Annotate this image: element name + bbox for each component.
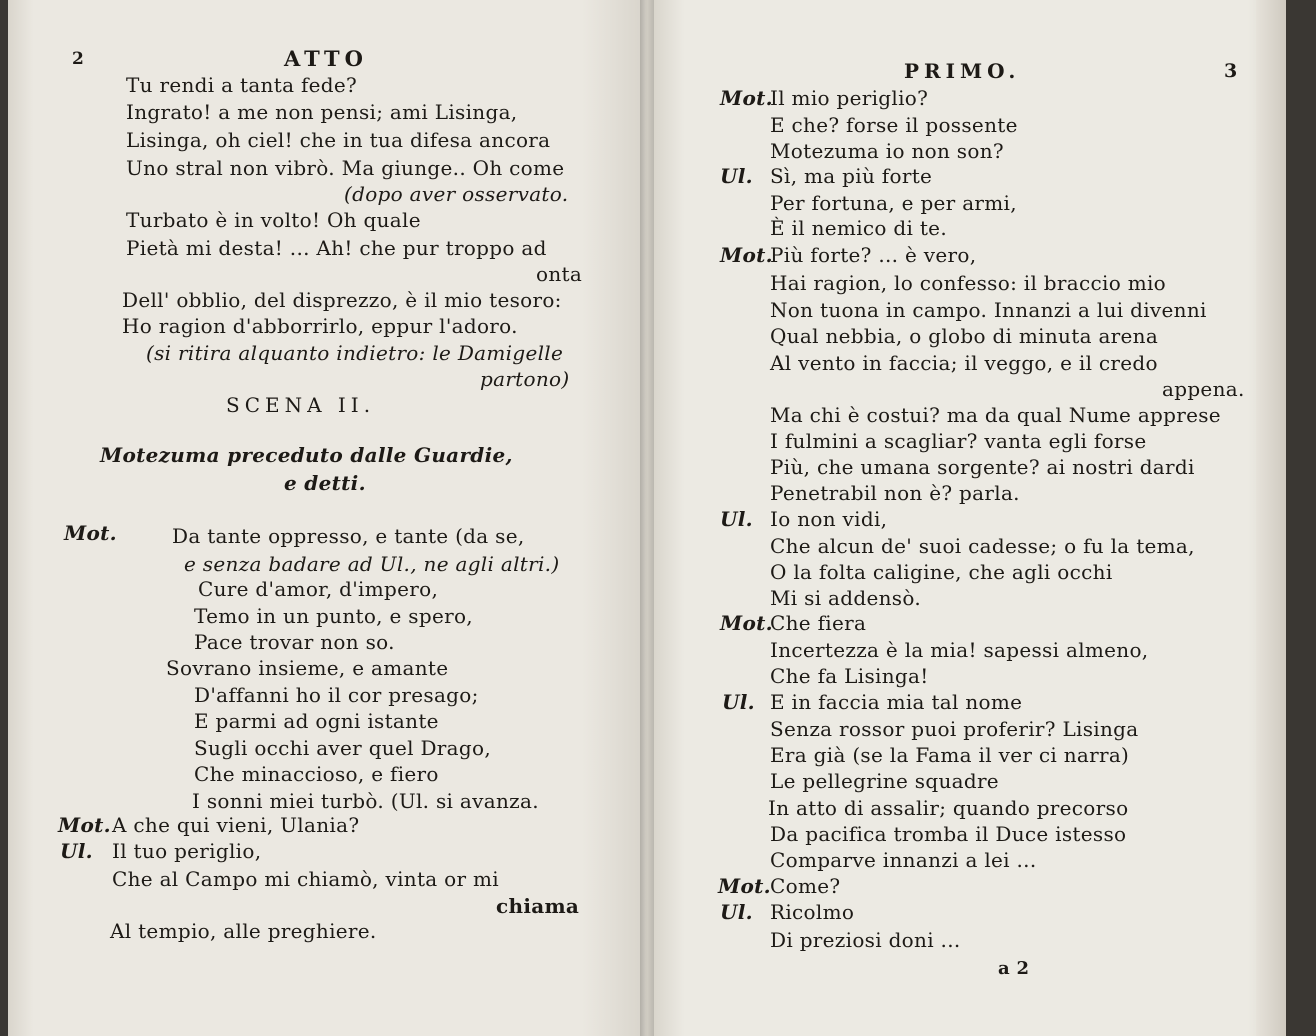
text-line: Dell' obblio, del disprezzo, è il mio tesoro: [122,288,562,312]
dialogue-line: Penetrabil non è? parla. [770,481,1020,505]
dialogue-line: Era già (se la Fama il ver ci narra) [770,743,1130,767]
dialogue-line: Hai ragion, lo confesso: il braccio mio [770,271,1166,295]
running-head: PRIMO. [904,59,1021,83]
speaker-label: Mot. [720,86,773,110]
text-line: Ho ragion d'abborrirlo, eppur l'adoro. [122,314,518,338]
stage-direction: Motezuma preceduto dalle Guardie, [100,443,513,467]
dialogue-line: Al vento in faccia; il veggo, e il credo [770,351,1158,375]
stage-direction: e senza badare ad Ul., ne agli altri.) [184,552,560,576]
dialogue-line: Più forte? ... è vero, [770,243,977,267]
dialogue-line: Sovrano insieme, e amante [166,656,449,680]
dialogue-line: È il nemico di te. [770,216,947,240]
dialogue-line: Temo in un punto, e spero, [194,604,473,628]
dialogue-line: E in faccia mia tal nome [770,690,1023,714]
dialogue-line: E parmi ad ogni istante [194,709,439,733]
running-head: ATTO [284,46,368,71]
page-number: 2 [72,49,85,69]
dialogue-line: E che? forse il possente [770,113,1018,137]
dialogue-line: Che al Campo mi chiamò, vinta or mi [112,867,500,891]
dialogue-line: Da tante oppresso, e tante (da se, [172,524,525,548]
book-gutter [640,0,654,1036]
text-line: Uno stral non vibrò. Ma giunge.. Oh come [126,156,565,180]
text-line: Lisinga, oh ciel! che in tua difesa ancora [126,128,551,152]
dialogue-line: Mi si addensò. [770,586,922,610]
stage-direction: partono) [480,367,570,391]
stage-direction: e detti. [284,471,366,495]
dialogue-line: chiama [496,894,580,918]
dialogue-line: appena. [1162,377,1245,401]
dialogue-line: Sugli occhi aver quel Drago, [194,736,491,760]
speaker-label: Ul. [720,164,753,188]
speaker-label: Mot. [64,521,117,545]
dialogue-line: Comparve innanzi a lei ... [770,848,1037,872]
dialogue-line: Pace trovar non so. [194,630,395,654]
dialogue-line: Ricolmo [770,900,855,924]
dialogue-line: Più, che umana sorgente? ai nostri dardi [770,455,1195,479]
signature-mark: a 2 [998,958,1030,979]
dialogue-line: A che qui vieni, Ulania? [112,813,360,837]
dialogue-line: Senza rossor puoi proferir? Lisinga [770,717,1139,741]
dialogue-line: Incertezza è la mia! sapessi almeno, [770,638,1149,662]
dialogue-line: Motezuma io non son? [770,139,1004,163]
dialogue-line: Che fiera [770,611,867,635]
dialogue-line: I fulmini a scagliar? vanta egli forse [770,429,1147,453]
right-page [646,0,1286,1036]
text-line: Tu rendi a tanta fede? [126,73,358,97]
dialogue-line: Che minaccioso, e fiero [194,762,439,786]
speaker-label: Ul. [720,507,753,531]
dialogue-line: Io non vidi, [770,507,888,531]
speaker-label: Mot. [720,243,773,267]
dialogue-line: Ma chi è costui? ma da qual Nume apprese [770,403,1221,427]
speaker-label: Ul. [720,900,753,924]
dialogue-line: O la folta caligine, che agli occhi [770,560,1113,584]
dialogue-line: Che fa Lisinga! [770,664,929,688]
dialogue-line: Al tempio, alle preghiere. [110,919,377,943]
page-edge [1256,0,1286,1036]
stage-direction: (dopo aver osservato. [344,182,569,206]
dialogue-line: Il mio periglio? [770,86,929,110]
dialogue-line: D'affanni ho il cor presago; [194,683,479,707]
text-line: onta [536,262,583,286]
dialogue-line: I sonni miei turbò. (Ul. si avanza. [192,789,539,813]
dialogue-line: Da pacifica tromba il Duce istesso [770,822,1127,846]
speaker-label: Mot. [720,611,773,635]
dialogue-line: Come? [770,874,841,898]
speaker-label: Ul. [722,690,755,714]
text-line: Turbato è in volto! Oh quale [126,208,421,232]
dialogue-line: Per fortuna, e per armi, [770,191,1017,215]
dialogue-line: Che alcun de' suoi cadesse; o fu la tema, [770,534,1195,558]
page-number: 3 [1224,60,1238,82]
text-line: Ingrato! a me non pensi; ami Lisinga, [126,100,518,124]
dialogue-line: Qual nebbia, o globo di minuta arena [770,324,1159,348]
dialogue-line: Le pellegrine squadre [770,769,999,793]
dialogue-line: Di preziosi doni ... [770,928,961,952]
speaker-label: Mot. [58,813,111,837]
dialogue-line: In atto di assalir; quando precorso [768,796,1129,820]
speaker-label: Mot. [718,874,771,898]
text-line: Pietà mi desta! ... Ah! che pur troppo ad [126,236,547,260]
dialogue-line: Il tuo periglio, [112,839,262,863]
stage-direction: (si ritira alquanto indietro: le Damigelle [146,341,564,365]
dialogue-line: Non tuona in campo. Innanzi a lui divenni [770,298,1207,322]
dialogue-line: Cure d'amor, d'impero, [198,577,439,601]
speaker-label: Ul. [60,839,93,863]
dialogue-line: Sì, ma più forte [770,164,933,188]
scene-title: SCENA II. [226,393,376,417]
left-page [8,0,646,1036]
